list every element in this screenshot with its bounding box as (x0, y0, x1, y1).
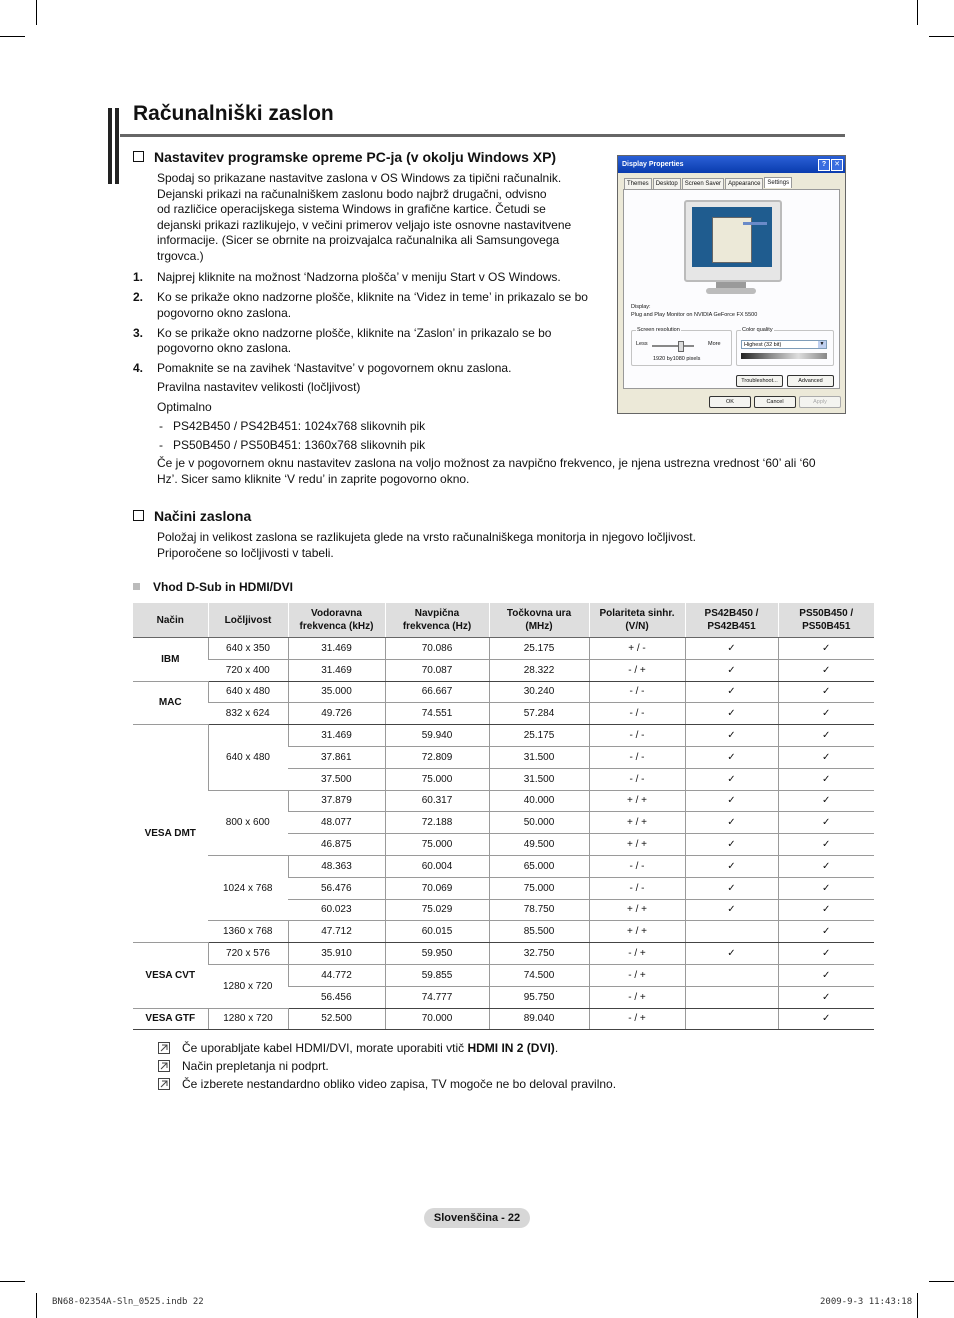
hfreq-cell: 35.000 (288, 681, 385, 703)
table-row (133, 855, 874, 877)
header-resolution: Ločljivost (208, 603, 288, 638)
header-pixel-clock: Točkovna ura (MHz) (489, 603, 589, 638)
notes-list (158, 1039, 616, 1093)
help-icon[interactable]: ? (818, 159, 830, 171)
square-bullet-icon (133, 583, 140, 590)
crop-mark (929, 36, 954, 37)
display-modes-table (133, 603, 874, 1030)
check-icon: ✓ (727, 795, 736, 807)
table-row (133, 703, 874, 725)
clock-cell: 89.040 (489, 1008, 589, 1030)
check-icon: ✓ (727, 948, 736, 960)
hfreq-cell: 31.469 (288, 638, 385, 660)
apply-button[interactable]: Apply (799, 396, 841, 408)
ok-button[interactable]: OK (709, 396, 751, 408)
check-icon: ✓ (822, 708, 831, 720)
resolution-cell: 1360 x 768 (208, 921, 288, 943)
resolution-cell: 1280 x 720 (208, 1008, 288, 1030)
support-50-cell (778, 964, 874, 986)
check-icon: ✓ (822, 751, 831, 763)
check-icon: ✓ (822, 817, 831, 829)
support-42-cell (685, 681, 778, 703)
vfreq-cell: 60.015 (385, 921, 489, 943)
clock-cell: 31.500 (489, 746, 589, 768)
support-50-cell (778, 746, 874, 768)
note-icon (158, 1042, 170, 1054)
support-42-cell (685, 768, 778, 790)
vfreq-cell: 74.777 (385, 986, 489, 1008)
support-42-cell (685, 855, 778, 877)
check-icon: ✓ (727, 730, 736, 742)
crop-mark (36, 0, 37, 25)
crop-mark (0, 36, 25, 37)
clock-cell: 31.500 (489, 768, 589, 790)
polarity-cell: - / - (589, 855, 685, 877)
vfreq-cell: 75.000 (385, 834, 489, 856)
title-accent-bar (115, 108, 119, 184)
support-50-cell (778, 659, 874, 681)
resolution-slider-thumb[interactable] (678, 341, 684, 352)
table-header-row (133, 603, 874, 638)
hfreq-cell: 52.500 (288, 1008, 385, 1030)
resolution-cell: 640 x 480 (208, 725, 288, 790)
section-heading-pc-setup: Nastavitev programske opreme PC-ja (v okolju Windows XP) (133, 149, 556, 165)
support-42-cell (685, 899, 778, 921)
table-row (133, 681, 874, 703)
check-icon: ✓ (822, 664, 831, 676)
step-item: 4. Pomaknite se na zavihek ‘Nastavitve’ v pogovornem oknu zaslona. (133, 361, 512, 375)
check-icon: ✓ (822, 926, 831, 938)
clock-cell: 74.500 (489, 964, 589, 986)
header-model-42: PS42B450 / PS42B451 (685, 603, 778, 638)
hfreq-cell: 49.726 (288, 703, 385, 725)
step-item: 3. Ko se prikaže okno nadzorne plošče, kliknite na ‘Zaslon’ in prikazalo se bo pogovorno okno zaslona. (133, 325, 552, 355)
hfreq-cell: 46.875 (288, 834, 385, 856)
resolution-cell: 720 x 576 (208, 943, 288, 965)
check-icon: ✓ (822, 839, 831, 851)
chevron-down-icon: ▼ (819, 341, 825, 347)
check-icon: ✓ (727, 860, 736, 872)
resolution-group: Screen resolution Less More 1920 by1080 pixels (631, 330, 732, 366)
check-icon: ✓ (727, 817, 736, 829)
resolution-cell: 800 x 600 (208, 790, 288, 855)
title-rule (120, 134, 845, 137)
vfreq-cell: 59.950 (385, 943, 489, 965)
support-50-cell (778, 725, 874, 747)
polarity-cell: - / - (589, 746, 685, 768)
polarity-cell: - / + (589, 964, 685, 986)
vfreq-cell: 70.069 (385, 877, 489, 899)
resolution-cell: 832 x 624 (208, 703, 288, 725)
resolution-slider[interactable] (652, 345, 694, 347)
clock-cell: 85.500 (489, 921, 589, 943)
support-50-cell (778, 921, 874, 943)
vfreq-cell: 75.029 (385, 899, 489, 921)
table-row (133, 659, 874, 681)
tab-screen-saver[interactable]: Screen Saver (682, 178, 724, 189)
support-42-cell (685, 703, 778, 725)
support-42-cell (685, 1008, 778, 1030)
vfreq-cell: 70.086 (385, 638, 489, 660)
optimal-item: - PS50B450 / PS50B451: 1360x768 slikovnih pik (159, 438, 426, 452)
vfreq-cell: 60.317 (385, 790, 489, 812)
check-icon: ✓ (727, 686, 736, 698)
tab-appearance[interactable]: Appearance (725, 178, 763, 189)
check-icon: ✓ (727, 642, 736, 654)
vfreq-cell: 74.551 (385, 703, 489, 725)
check-icon: ✓ (727, 708, 736, 720)
note-item: Če izberete nestandardno obliko video zapisa, TV mogoče ne bo deloval pravilno. (158, 1075, 616, 1093)
cancel-button[interactable]: Cancel (754, 396, 796, 408)
print-file-info: BN68-02354A-Sln_0525.indb 22 (52, 1297, 204, 1307)
section-heading-display-modes: Načini zaslona (133, 508, 251, 524)
support-50-cell (778, 877, 874, 899)
polarity-cell: - / - (589, 703, 685, 725)
check-icon: ✓ (727, 773, 736, 785)
hfreq-cell: 56.476 (288, 877, 385, 899)
resolution-cell: 640 x 350 (208, 638, 288, 660)
table-row (133, 790, 874, 812)
clock-cell: 78.750 (489, 899, 589, 921)
color-quality-group: Color quality Highest (32 bit) ▼ (736, 330, 834, 366)
polarity-cell: + / + (589, 899, 685, 921)
support-42-cell (685, 790, 778, 812)
header-horizontal-frequency: Vodoravna frekvenca (kHz) (288, 603, 385, 638)
crop-mark (917, 1293, 918, 1318)
display-properties-dialog (617, 155, 846, 414)
check-icon: ✓ (822, 795, 831, 807)
polarity-cell: - / - (589, 768, 685, 790)
hfreq-cell: 37.500 (288, 768, 385, 790)
check-icon: ✓ (727, 882, 736, 894)
vfreq-cell: 59.940 (385, 725, 489, 747)
polarity-cell: + / + (589, 812, 685, 834)
check-icon: ✓ (822, 642, 831, 654)
note-item: Če uporabljate kabel HDMI/DVI, morate uporabiti vtič HDMI IN 2 (DVI). (158, 1039, 616, 1057)
tab-desktop[interactable]: Desktop (653, 178, 681, 189)
polarity-cell: - / - (589, 725, 685, 747)
hfreq-cell: 56.456 (288, 986, 385, 1008)
clock-cell: 40.000 (489, 790, 589, 812)
clock-cell: 30.240 (489, 681, 589, 703)
mode-cell: IBM (133, 638, 208, 682)
hfreq-cell: 48.363 (288, 855, 385, 877)
check-icon: ✓ (822, 904, 831, 916)
clock-cell: 25.175 (489, 725, 589, 747)
close-icon[interactable]: ✕ (831, 159, 843, 171)
page-number-badge: Slovenščina - 22 (424, 1208, 530, 1228)
note-item: Način prepletanja ni podprt. (158, 1057, 616, 1075)
mode-cell: VESA GTF (133, 1008, 208, 1030)
support-42-cell (685, 659, 778, 681)
support-42-cell (685, 964, 778, 986)
support-42-cell (685, 877, 778, 899)
polarity-cell: - / + (589, 659, 685, 681)
support-42-cell (685, 812, 778, 834)
window-thumbnail (712, 217, 752, 263)
support-50-cell (778, 834, 874, 856)
table-row (133, 964, 874, 986)
hfreq-cell: 31.469 (288, 725, 385, 747)
resolution-value: 1920 by1080 pixels (653, 356, 701, 362)
resolution-cell: 720 x 400 (208, 659, 288, 681)
crop-mark (0, 1281, 25, 1282)
settings-panel (623, 189, 840, 389)
support-50-cell (778, 855, 874, 877)
hfreq-cell: 47.712 (288, 921, 385, 943)
table-row (133, 638, 874, 660)
check-icon: ✓ (727, 904, 736, 916)
clock-cell: 25.175 (489, 638, 589, 660)
polarity-cell: + / - (589, 638, 685, 660)
troubleshoot-button[interactable]: Troubleshoot... (736, 375, 783, 387)
hfreq-cell: 31.469 (288, 659, 385, 681)
support-42-cell (685, 943, 778, 965)
vfreq-cell: 72.809 (385, 746, 489, 768)
support-50-cell (778, 768, 874, 790)
modes-intro: Položaj in velikost zaslona se razlikujeta glede na vrsto računalniškega monitorja in njegovo ločljivost. Priporočene so ločljivosti v tabeli. (157, 530, 696, 560)
monitor-icon (684, 200, 782, 282)
check-icon: ✓ (822, 991, 831, 1003)
checkbox-bullet-icon (133, 151, 144, 162)
support-50-cell (778, 681, 874, 703)
vfreq-cell: 70.000 (385, 1008, 489, 1030)
monitor-foot (706, 288, 756, 294)
check-icon: ✓ (727, 664, 736, 676)
step-item: 1. Najprej kliknite na možnost ‘Nadzorna plošča’ v meniju Start v OS Windows. (133, 270, 561, 284)
support-50-cell (778, 899, 874, 921)
support-42-cell (685, 921, 778, 943)
polarity-cell: - / + (589, 986, 685, 1008)
mode-cell: MAC (133, 681, 208, 725)
optimal-item: - PS42B450 / PS42B451: 1024x768 slikovnih pik (159, 419, 426, 433)
clock-cell: 28.322 (489, 659, 589, 681)
checkbox-bullet-icon (133, 510, 144, 521)
header-model-50: PS50B450 / PS50B451 (778, 603, 874, 638)
title-accent-bar (108, 108, 112, 184)
check-icon: ✓ (822, 882, 831, 894)
hfreq-cell: 37.879 (288, 790, 385, 812)
vfreq-cell: 72.188 (385, 812, 489, 834)
header-sync-polarity: Polariteta sinhr. (V/N) (589, 603, 685, 638)
polarity-cell: - / - (589, 681, 685, 703)
vfreq-cell: 59.855 (385, 964, 489, 986)
support-50-cell (778, 703, 874, 725)
hfreq-cell: 60.023 (288, 899, 385, 921)
support-50-cell (778, 943, 874, 965)
dialog-tabs (624, 178, 792, 189)
less-label: Less (636, 341, 648, 347)
table-row (133, 725, 874, 747)
tab-settings[interactable]: Settings (764, 177, 792, 188)
polarity-cell: - / + (589, 943, 685, 965)
monitor-screen (692, 207, 772, 267)
hfreq-cell: 37.861 (288, 746, 385, 768)
table-row (133, 1008, 874, 1030)
clock-cell: 65.000 (489, 855, 589, 877)
support-50-cell (778, 790, 874, 812)
vfreq-cell: 66.667 (385, 681, 489, 703)
more-label: More (708, 341, 721, 347)
intro-paragraph: Spodaj so prikazane nastavitve zaslona v OS Windows za tipični računalnik. Dejanski prikazi na računalniškem zaslonu bodo najbrž drugačni, odvisno od različice operacijskega sistema Windows in grafične kartice. Četudi se dejanski prikazi razlikujejo, v večini primerov veljajo iste osnovne nastavitvene informacije. (Sicer se obrnite na proizvajalca računalnika ali Samsungovega trgovca.) (157, 171, 572, 263)
support-42-cell (685, 834, 778, 856)
resolution-label: Pravilna nastavitev velikosti (ločljivost) (157, 380, 361, 394)
header-vertical-frequency: Navpična frekvenca (Hz) (385, 603, 489, 638)
hfreq-cell: 48.077 (288, 812, 385, 834)
support-42-cell (685, 725, 778, 747)
hfreq-cell: 44.772 (288, 964, 385, 986)
check-icon: ✓ (822, 1013, 831, 1025)
clock-cell: 32.750 (489, 943, 589, 965)
color-spectrum-bar (741, 353, 827, 359)
support-50-cell (778, 986, 874, 1008)
polarity-cell: - / + (589, 1008, 685, 1030)
polarity-cell: + / + (589, 790, 685, 812)
hfreq-cell: 35.910 (288, 943, 385, 965)
resolution-cell: 640 x 480 (208, 681, 288, 703)
page-title: Računalniški zaslon (133, 102, 334, 125)
support-42-cell (685, 746, 778, 768)
support-42-cell (685, 986, 778, 1008)
polarity-cell: - / - (589, 877, 685, 899)
print-timestamp: 2009-9-3 11:43:18 (820, 1297, 913, 1307)
clock-cell: 49.500 (489, 834, 589, 856)
note-icon (158, 1078, 170, 1090)
support-50-cell (778, 1008, 874, 1030)
advanced-button[interactable]: Advanced (787, 375, 834, 387)
polarity-cell: + / + (589, 921, 685, 943)
check-icon: ✓ (822, 686, 831, 698)
check-icon: ✓ (727, 751, 736, 763)
color-quality-select[interactable]: Highest (32 bit) ▼ (741, 340, 827, 349)
check-icon: ✓ (822, 860, 831, 872)
check-icon: ✓ (727, 839, 736, 851)
table-row (133, 943, 874, 965)
frequency-note: Če je v pogovornem oknu nastavitev zaslona na voljo možnost za navpično frekvenco, je njena ustrezna vrednost ‘60’ ali ‘60 Hz’. Sicer samo kliknite ‘V redu’ in zaprite pogovorno okno. (157, 456, 816, 486)
tab-themes[interactable]: Themes (624, 178, 652, 189)
resolution-cell: 1280 x 720 (208, 964, 288, 1008)
vfreq-cell: 70.087 (385, 659, 489, 681)
crop-mark (36, 1293, 37, 1318)
resolution-cell: 1024 x 768 (208, 855, 288, 920)
vfreq-cell: 60.004 (385, 855, 489, 877)
support-50-cell (778, 638, 874, 660)
step-item: 2. Ko se prikaže okno nadzorne plošče, kliknite na ‘Videz in teme’ in prikazalo se bo pogovorno okno zaslona. (133, 290, 588, 320)
clock-cell: 95.750 (489, 986, 589, 1008)
mode-cell: VESA DMT (133, 725, 208, 943)
display-value: Plug and Play Monitor on NVIDIA GeForce FX 5500 (631, 312, 758, 318)
crop-mark (929, 1281, 954, 1282)
support-42-cell (685, 638, 778, 660)
steps-list (133, 270, 593, 381)
check-icon: ✓ (822, 969, 831, 981)
table-row (133, 921, 874, 943)
dialog-titlebar: Display Properties ? ✕ (618, 156, 845, 173)
header-mode: Način (133, 603, 208, 638)
mode-cell: VESA CVT (133, 943, 208, 1008)
table-subtitle: Vhod D-Sub in HDMI/DVI (133, 580, 293, 594)
support-50-cell (778, 812, 874, 834)
check-icon: ✓ (822, 948, 831, 960)
check-icon: ✓ (822, 730, 831, 742)
clock-cell: 50.000 (489, 812, 589, 834)
display-label: Display: (631, 304, 651, 310)
check-icon: ✓ (822, 773, 831, 785)
crop-mark (917, 0, 918, 25)
polarity-cell: + / + (589, 834, 685, 856)
vfreq-cell: 75.000 (385, 768, 489, 790)
note-icon (158, 1060, 170, 1072)
clock-cell: 75.000 (489, 877, 589, 899)
clock-cell: 57.284 (489, 703, 589, 725)
optimal-label: Optimalno (157, 400, 212, 414)
